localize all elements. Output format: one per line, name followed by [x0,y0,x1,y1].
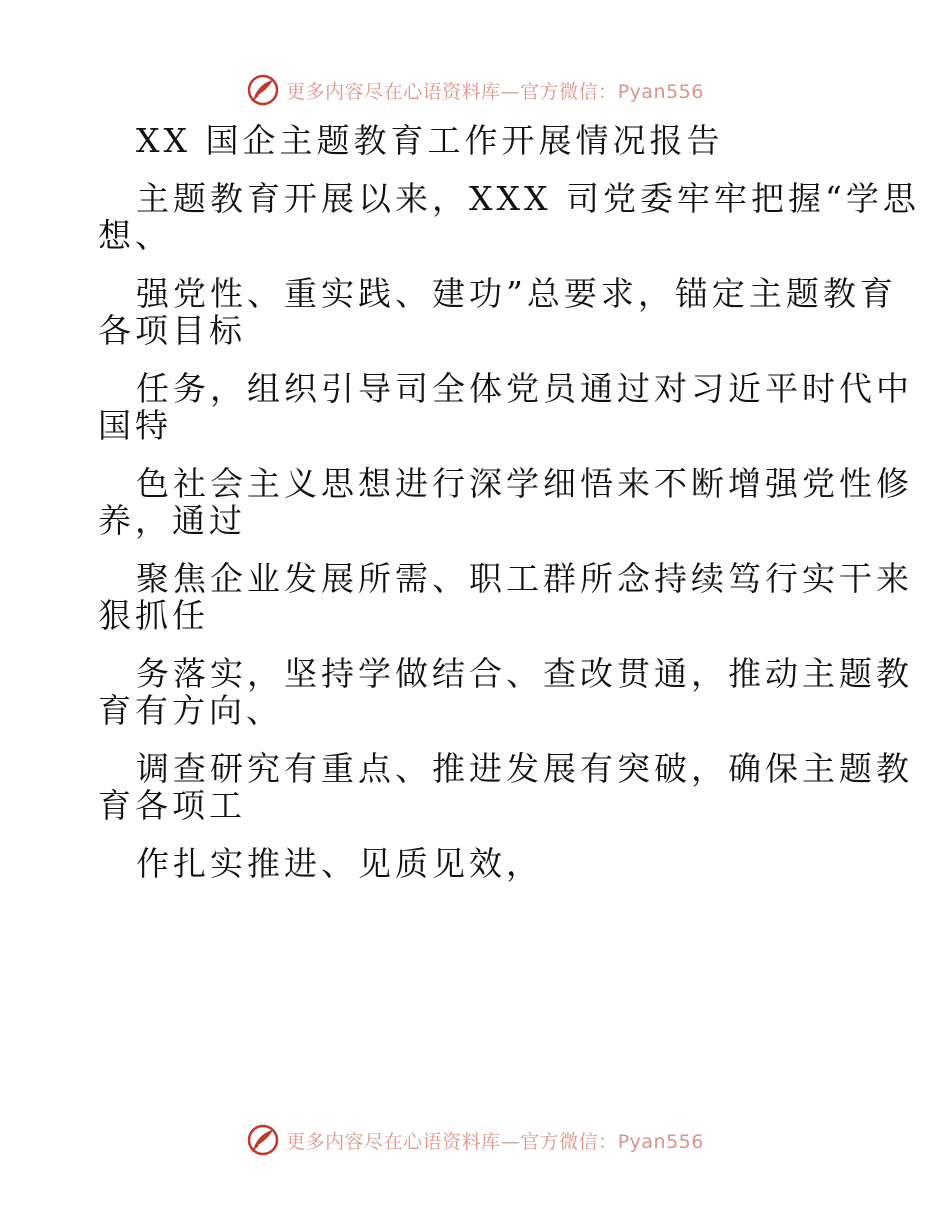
body-line: 国特 [98,406,172,445]
body-line: 调查研究有重点、推进发展有突破，确保主题教 [136,749,913,788]
body-line: 狠抓任 [98,596,209,635]
body-line: 各项目标 [98,311,246,350]
footer-watermark [0,1120,950,1160]
watermark-separator: — [500,1130,521,1153]
body-line: 主题教育开展以来，XXX 司党委牢牢把握“学思 [136,179,920,218]
body-line: 想、 [98,216,172,255]
watermark-text [286,1127,704,1154]
quill-pen-logo-icon [246,1123,280,1157]
body-line: 强党性、重实践、建功”总要求，锚定主题教育 [136,274,897,313]
watermark-wechat-id: Pyan556 [617,80,704,103]
body-line: 聚焦企业发展所需、职工群所念持续笃行实干来 [136,559,913,598]
body-line: 育各项工 [98,786,246,825]
watermark-separator: — [500,80,521,103]
quill-pen-logo-icon [246,73,280,107]
header-watermark [0,70,950,110]
watermark-main: 更多内容尽在心语资料库 [286,1130,501,1153]
watermark-main: 更多内容尽在心语资料库 [286,80,501,103]
watermark-official: 官方微信： [520,1130,618,1153]
body-line: 务落实，坚持学做结合、查改贯通，推动主题教 [136,654,913,693]
document-title: XX 国企主题教育工作开展情况报告 [136,121,724,160]
document-body [98,121,920,883]
watermark-wechat-id: Pyan556 [617,1130,704,1153]
body-line: 养，通过 [98,501,246,540]
watermark-official: 官方微信： [520,80,618,103]
body-line: 作扎实推进、见质见效， [136,844,543,883]
watermark-text [286,77,704,104]
body-line: 色社会主义思想进行深学细悟来不断增强党性修 [136,464,913,503]
body-line: 育有方向、 [98,691,283,730]
body-line: 任务，组织引导司全体党员通过对习近平时代中 [136,369,913,408]
